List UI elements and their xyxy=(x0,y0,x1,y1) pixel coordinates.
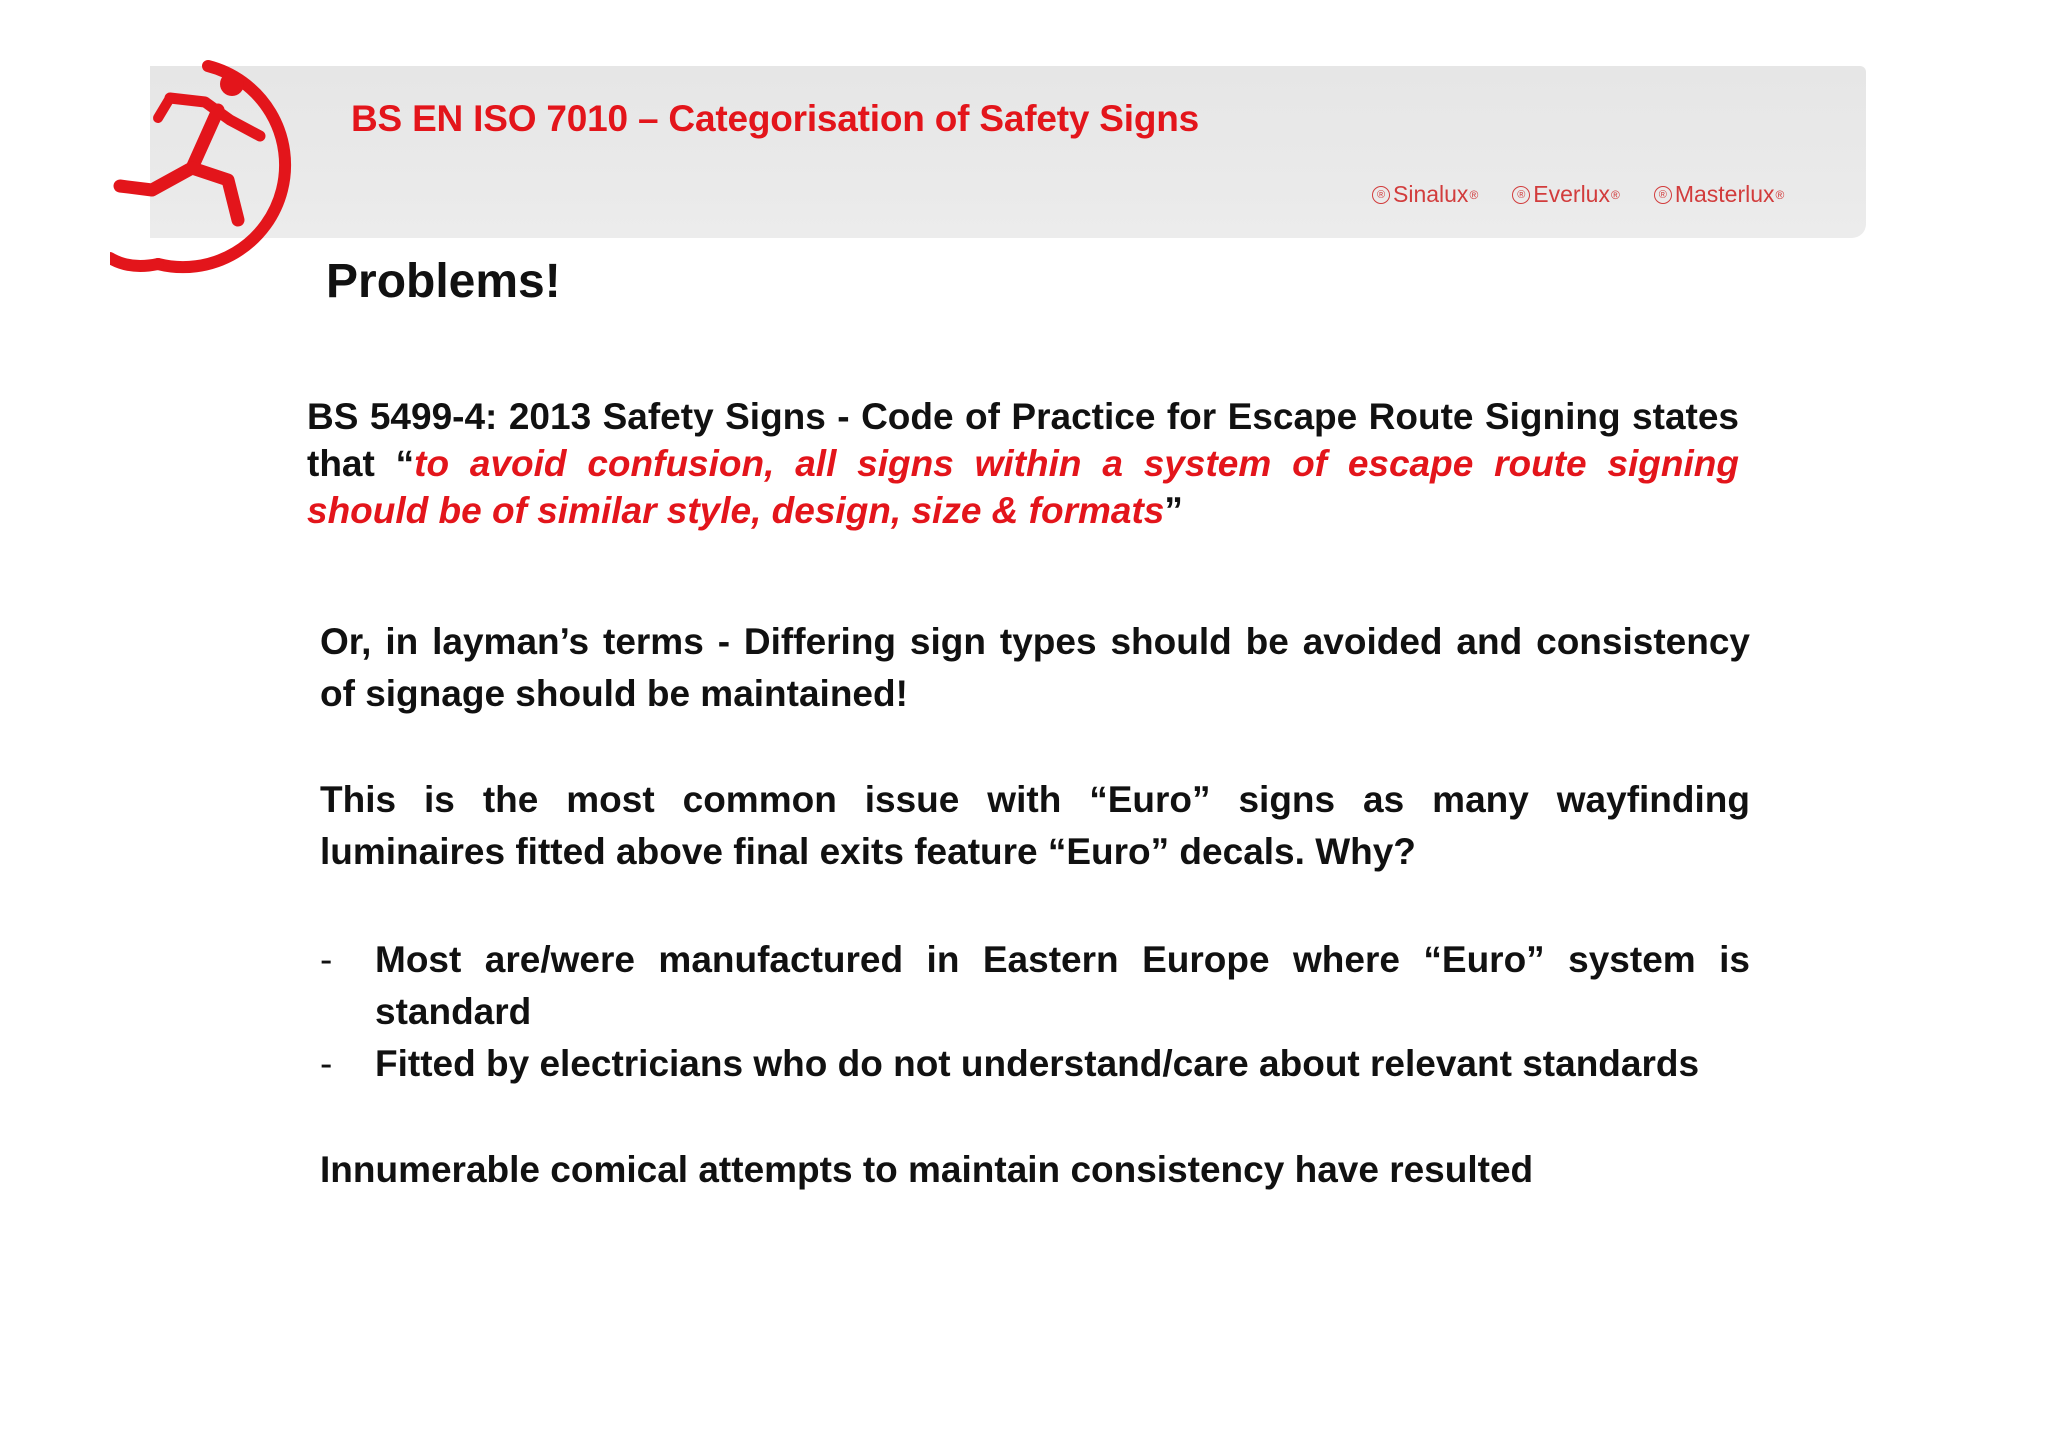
brand-logos xyxy=(1372,181,1784,208)
registered-mark-icon: ® xyxy=(1654,186,1672,204)
quote-close: ” xyxy=(1164,490,1183,531)
bullet-list xyxy=(320,934,1750,1090)
bullet-dash: - xyxy=(320,1043,333,1084)
brand-name: Masterlux xyxy=(1674,181,1775,207)
paragraph-laymans-terms: Or, in layman’s terms - Differing sign types should be avoided and consistency of signage should be maintained! xyxy=(320,621,1750,714)
quote-highlight: to avoid confusion, all signs within a system of escape route signing should be of similar style, design, size & formats xyxy=(307,443,1739,531)
brand-name: Sinalux xyxy=(1393,181,1469,207)
closing-statement: Innumerable comical attempts to maintain consistency have resulted xyxy=(320,1149,1534,1190)
bullet-dash: - xyxy=(320,939,333,980)
brand-sinalux xyxy=(1372,181,1478,208)
registered-mark-icon: ® xyxy=(1372,186,1390,204)
header-band xyxy=(150,66,1866,238)
header-title: BS EN ISO 7010 – Categorisation of Safety Signs xyxy=(351,98,1200,139)
standard-quote xyxy=(307,393,1739,534)
brand-masterlux xyxy=(1654,181,1785,208)
running-man-exit-icon xyxy=(110,58,330,280)
registered-sup: ® xyxy=(1469,187,1479,202)
registered-sup: ® xyxy=(1775,187,1785,202)
paragraph-euro-signs: This is the most common issue with “Euro” signs as many wayfinding luminaires fitted above final exits feature “Euro” decals. Why? xyxy=(320,779,1750,872)
registered-sup: ® xyxy=(1610,187,1620,202)
registered-mark-icon: ® xyxy=(1512,186,1530,204)
bullet-text: Fitted by electricians who do not understand/care about relevant standards xyxy=(375,1043,1700,1084)
brand-name: Everlux xyxy=(1533,181,1610,207)
list-item xyxy=(320,1038,1750,1090)
list-item xyxy=(320,934,1750,1038)
quote-intro: BS 5499-4: 2013 Safety Signs - Code of Practice for Escape Route Signing states that “ xyxy=(307,396,1739,484)
bullet-text: Most are/were manufactured in Eastern Europe where “Euro” system is standard xyxy=(375,939,1750,1032)
brand-everlux xyxy=(1512,181,1620,208)
page-title: Problems! xyxy=(326,255,561,308)
